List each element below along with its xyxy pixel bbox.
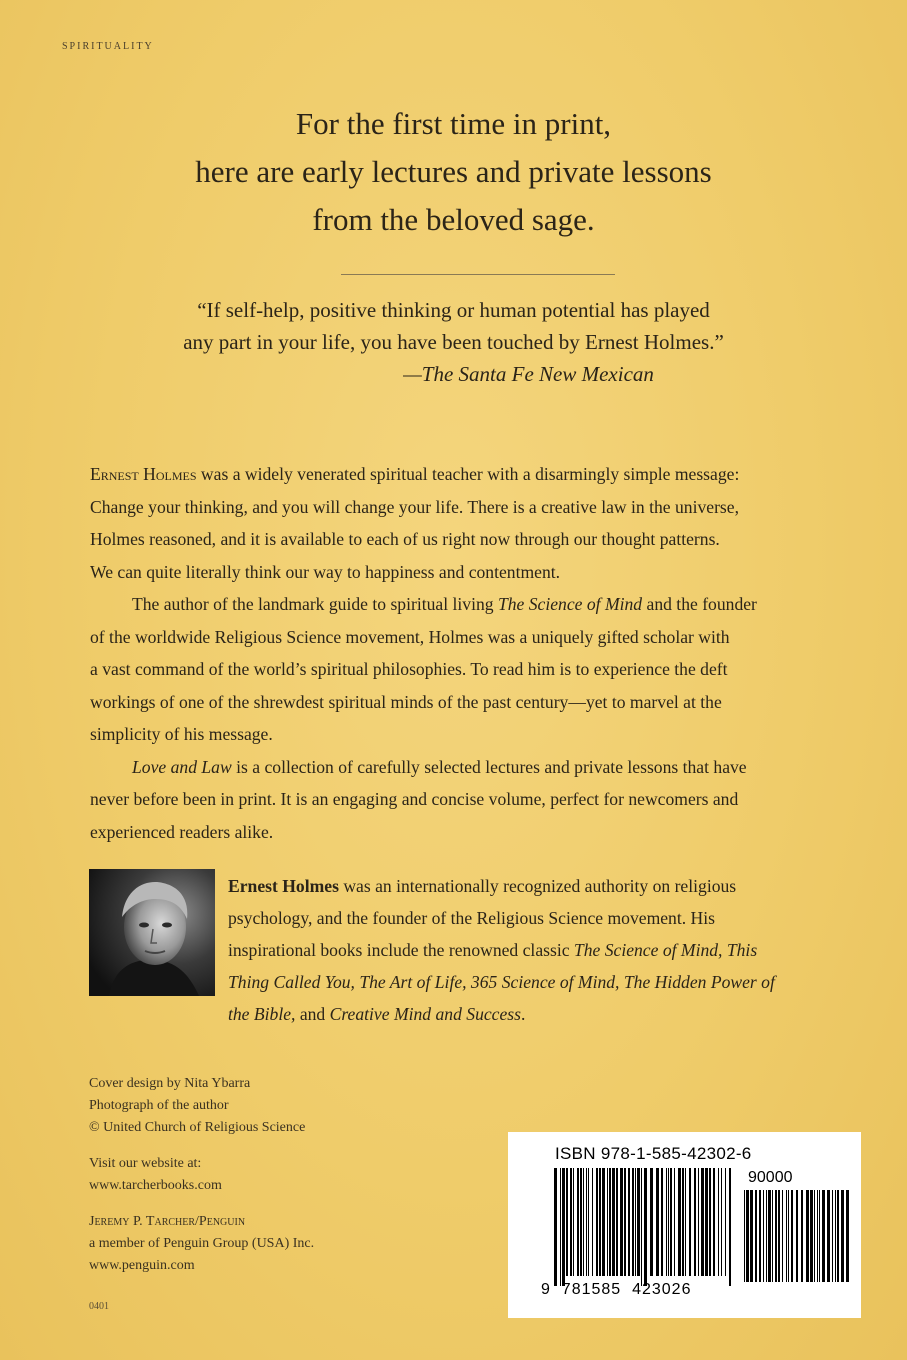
barcode-bar (846, 1190, 849, 1282)
photo-credit: Photograph of the author (89, 1098, 229, 1113)
headline-line-1: For the first time in print, (295, 106, 612, 141)
barcode-bar (694, 1168, 696, 1276)
barcode-bar (661, 1168, 663, 1276)
barcode-bar (705, 1168, 708, 1276)
barcode-bar (778, 1190, 780, 1282)
barcode-bar (628, 1168, 630, 1276)
barcode-bar (632, 1168, 634, 1276)
barcode-bar (819, 1190, 820, 1282)
headline-line-2: here are early lectures and private lessons (195, 154, 712, 189)
publisher-name: Jeremy P. Tarcher/Penguin (89, 1214, 246, 1229)
copyright-credit: © United Church of Religious Science (89, 1120, 306, 1135)
barcode-bar (806, 1190, 809, 1282)
barcode-bar (586, 1168, 587, 1276)
website-link-2[interactable]: www.penguin.com (89, 1258, 195, 1273)
p1-lead: Ernest Holmes (90, 464, 197, 484)
barcode-bar (666, 1168, 667, 1276)
review-quote (0, 294, 907, 390)
barcode-bar (612, 1168, 615, 1276)
divider-rule (341, 274, 615, 275)
ean-barcode (554, 1168, 734, 1286)
barcode-bar (609, 1168, 611, 1276)
barcode-bar (562, 1168, 565, 1286)
barcode-bar (701, 1168, 704, 1276)
barcode-bar (817, 1190, 818, 1282)
barcode-bar (637, 1168, 640, 1276)
barcode-bar (755, 1190, 757, 1282)
barcode-bar (616, 1168, 618, 1276)
barcode-bar (678, 1168, 681, 1276)
barcode-bar (698, 1168, 699, 1276)
bio-line-1: Ernest Holmes was an internationally recognized authority on religious (228, 876, 737, 896)
quote-line-2: any part in your life, you have been touched by Ernest Holmes.” (183, 330, 724, 354)
p2-line-3: a vast command of the world’s spiritual philosophies. To read him is to experience the deft (90, 659, 728, 679)
p2-line-2: of the worldwide Religious Science movement, Holmes was a uniquely gifted scholar with (90, 626, 730, 647)
category-label: SPIRITUALITY (62, 41, 154, 52)
barcode-bar (725, 1168, 726, 1276)
quote-dash: — (403, 362, 422, 386)
website-link[interactable]: www.tarcherbooks.com (89, 1178, 222, 1193)
barcode-bar (801, 1190, 803, 1282)
barcode-bar (759, 1190, 761, 1282)
barcode-bar (596, 1168, 598, 1276)
author-name: Ernest Holmes (228, 876, 339, 896)
barcode-bar (835, 1190, 836, 1282)
barcode-bar (674, 1168, 675, 1276)
print-code: 0401 (89, 1301, 109, 1312)
author-portrait-image (89, 869, 215, 996)
p1-line-3: Holmes reasoned, and it is available to each of us right now through our thought patterns. (90, 529, 720, 549)
barcode-bar (841, 1190, 844, 1282)
author-photo (89, 869, 215, 996)
p1-line-2: Change your thinking, and you will change your life. There is a creative law in the universe, (90, 496, 739, 517)
quote-line-1: “If self-help, positive thinking or human potential has played (197, 298, 710, 322)
p3-line-3: experienced readers alike. (90, 821, 274, 842)
barcode-bar (588, 1168, 589, 1276)
ean-digits (541, 1281, 691, 1299)
barcode-bar (554, 1168, 557, 1286)
book-title: The Science of Mind (497, 594, 643, 614)
barcode-bar (583, 1168, 584, 1276)
credits (89, 1073, 314, 1277)
barcode-bar (788, 1190, 789, 1282)
barcode-bar (577, 1168, 579, 1276)
barcode-bar (744, 1190, 745, 1282)
addon-price-code: 90000 (748, 1169, 793, 1186)
barcode-bar (570, 1168, 572, 1276)
barcode-bar (746, 1190, 749, 1282)
barcode-bar (837, 1190, 839, 1282)
barcode-bar (713, 1168, 715, 1276)
bio-line-4: Thing Called You, The Art of Life, 365 Science of Mind, The Hidden Power of (228, 972, 775, 992)
ean-first-digit: 9 (541, 1281, 551, 1298)
p1-line-4: We can quite literally think our way to happiness and contentment. (90, 561, 561, 582)
barcode-bar (763, 1190, 764, 1282)
publisher-member: a member of Penguin Group (USA) Inc. (89, 1236, 315, 1251)
barcode-bar (580, 1168, 582, 1276)
barcode-bar (624, 1168, 626, 1276)
barcode-bar (668, 1168, 669, 1276)
headline (0, 100, 907, 244)
barcode-bar (782, 1190, 783, 1282)
p2-line-5: simplicity of his message. (90, 724, 273, 744)
barcode-bar (796, 1190, 798, 1282)
cover-design-credit: Cover design by Nita Ybarra (89, 1076, 251, 1091)
p3-line-2: never before been in print. It is an engaging and concise volume, perfect for newcomers and (90, 789, 739, 809)
barcode-bar (775, 1190, 777, 1282)
p2-line-4: workings of one of the shrewdest spiritual minds of the past century—yet to marvel at the (90, 691, 722, 712)
bio-line-3: inspirational books include the renowned classic The Science of Mind, This (228, 940, 758, 960)
ean-left-digits: 781585 (561, 1281, 622, 1298)
p1-line-1: Ernest Holmes was a widely venerated spiritual teacher with a disarmingly simple message: (90, 464, 740, 484)
barcode-bar (827, 1190, 830, 1282)
ean-right-digits: 423026 (632, 1281, 692, 1298)
bio-line-2: psychology, and the founder of the Religious Science movement. His (228, 908, 715, 928)
barcode-bar (599, 1168, 601, 1276)
barcode-bar (573, 1168, 574, 1276)
bio-line-5: the Bible, and Creative Mind and Success. (228, 1004, 526, 1024)
barcode-bar (786, 1190, 787, 1282)
barcode-bar (791, 1190, 793, 1282)
barcode-bar (635, 1168, 636, 1276)
quote-source: The Santa Fe New Mexican (421, 362, 654, 386)
barcode-bar (750, 1190, 753, 1282)
barcode-bar (768, 1190, 771, 1282)
description-body (90, 458, 850, 848)
p2-line-1: The author of the landmark guide to spiritual living The Science of Mind and the founder (132, 594, 757, 614)
book-title: Love and Law (132, 756, 232, 777)
barcode-bar (832, 1190, 833, 1282)
barcode-bar (709, 1168, 711, 1276)
barcode-bar (718, 1168, 719, 1276)
barcode-bar (822, 1190, 825, 1282)
isbn-text: ISBN 978-1-585-42302-6 (555, 1144, 752, 1163)
barcode-bar (685, 1168, 686, 1276)
barcode-bar (644, 1168, 647, 1286)
headline-line-3: from the beloved sage. (312, 202, 595, 237)
barcode-bar (607, 1168, 608, 1276)
barcode-bar (814, 1190, 815, 1282)
barcode-bar (810, 1190, 813, 1282)
barcode-bar (620, 1168, 623, 1276)
barcode-bar (656, 1168, 659, 1276)
p3-line-1: Love and Law is a collection of carefully selected lectures and private lessons that have (132, 756, 747, 777)
barcode-bar (602, 1168, 605, 1276)
barcode-bar (650, 1168, 653, 1276)
author-bio (228, 870, 868, 1030)
barcode-bar (682, 1168, 684, 1276)
barcode-bar (721, 1168, 722, 1276)
barcode-bar (729, 1168, 731, 1286)
visit-label: Visit our website at: (89, 1156, 202, 1171)
addon-barcode (744, 1190, 854, 1282)
barcode-bar (641, 1168, 642, 1286)
barcode-bar (766, 1190, 767, 1282)
barcode-bar (566, 1168, 568, 1276)
barcode-bar (689, 1168, 691, 1276)
quote-attribution (0, 358, 907, 390)
barcode-bar (592, 1168, 593, 1276)
barcode-bar (670, 1168, 672, 1276)
barcode-bar (560, 1168, 561, 1286)
barcode-bar (772, 1190, 773, 1282)
